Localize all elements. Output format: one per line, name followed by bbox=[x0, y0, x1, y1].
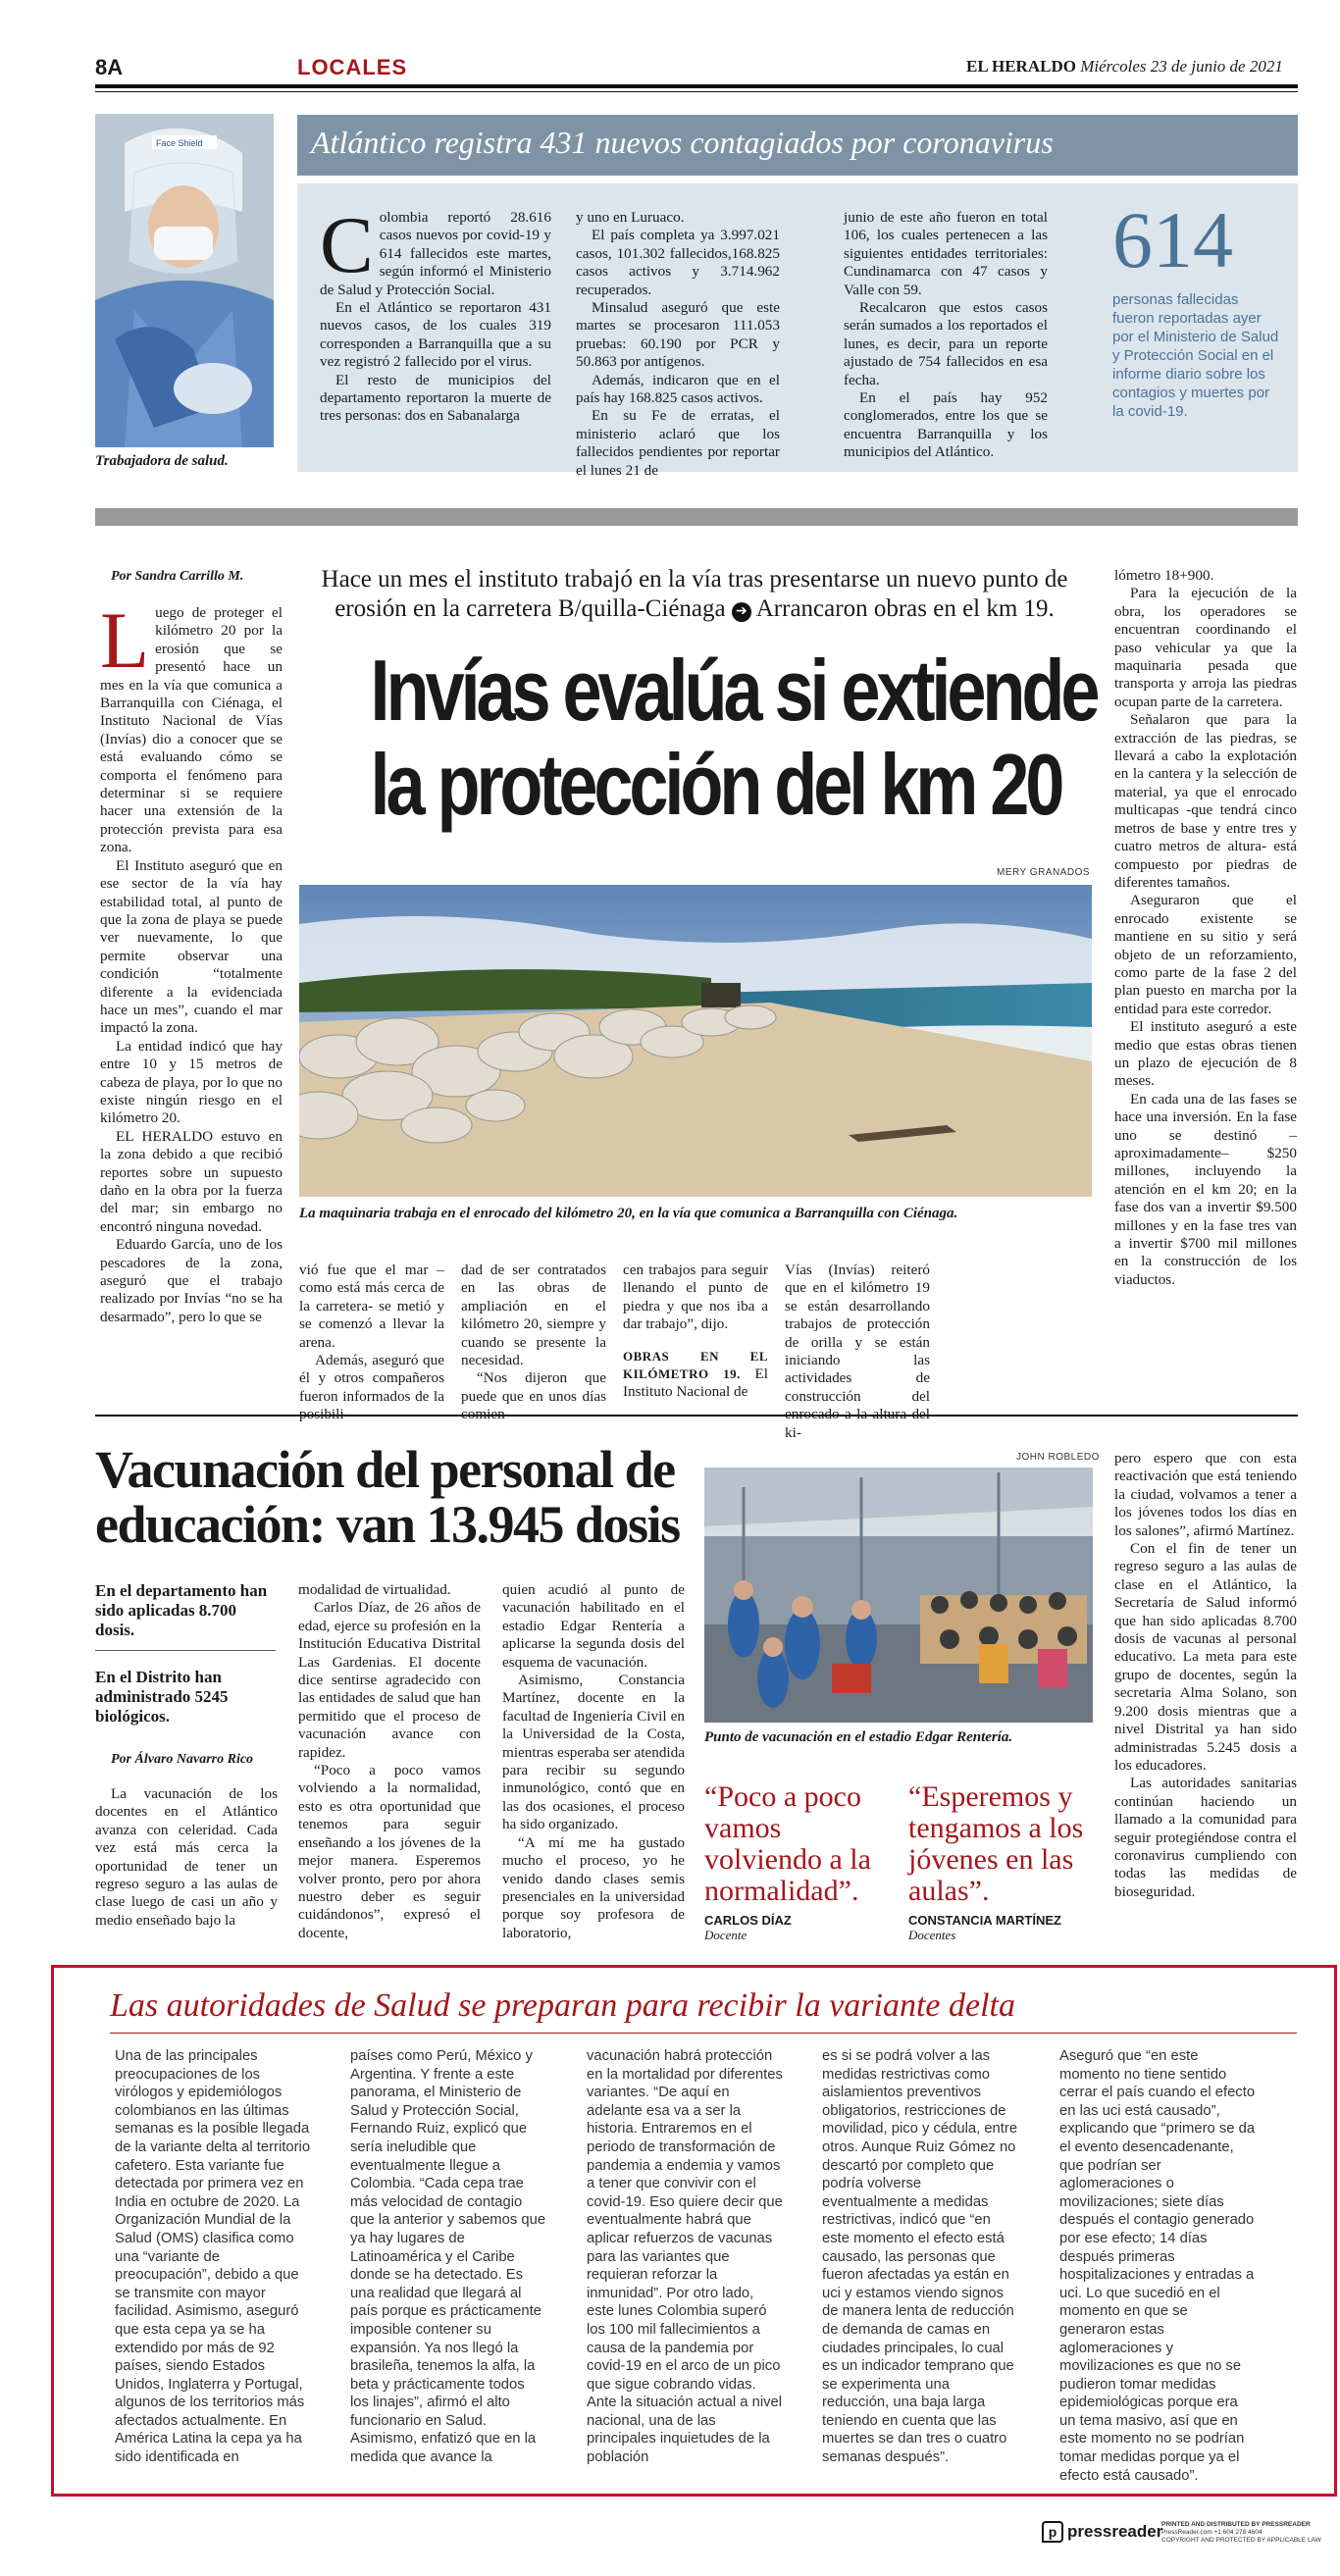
story4-col5-text: Aseguró que “en este momento no tiene sentido cerrar el país cuando el efecto en las uci está causado”, explicando que “primero se da el evento desencadenante, que podrían ser aglomeraciones o movilizaciones; siete días después el contagio generado por ese efecto; 14 días después primeras hospitalizaciones y entradas a uci. Lo que sucedió en el momento en que se generaron estas aglomeraciones y movilizaciones es que no se pudieron tomar medidas epidemiológicas porque era un tema masivo, así que en este momento no se podrían tomar medidas porque ya el efecto está causado”. bbox=[1059, 2048, 1256, 2484]
story1-col2-p2: El país completa ya 3.997.021 casos, 101.302 fallecidos,168.825 casos activos y 3.714.962 recuperados. bbox=[576, 227, 780, 298]
story2-photo-credit: MERY GRANADOS bbox=[997, 867, 1091, 878]
story2-bottom-col3-p1: cen trabajos para seguir llenando el punto de piedra y que nos iba a dar trabajo”, dijo. bbox=[623, 1262, 768, 1333]
story3-summary2: En el Distrito han administrado 5245 biológicos. bbox=[95, 1668, 229, 1726]
pressreader-notice-line2: PressReader.com +1 604 278 4604 bbox=[1161, 2529, 1263, 2536]
vaccination-site-photo bbox=[704, 1468, 1093, 1723]
story1-headline-banner bbox=[297, 115, 1298, 176]
story2-left-p4: EL HERALDO estuvo en la zona debido a que recibió reportes sobre un supuesto daño en la obra por la fuerza del mar; sin embargo no encontró ninguna novedad. bbox=[100, 1127, 283, 1235]
story2-left-p2: El Instituto aseguró que en ese sector de la vía hay estabilidad total, al punto de que la zona de playa se puede ver nuevamente, lo que permite observar una condición “totalmente diferente a la evidenciada hace un mes”, cuando el mar impactó la zona. bbox=[100, 856, 283, 1037]
page-number: 8A bbox=[95, 55, 124, 79]
header-rule-thin bbox=[95, 91, 1298, 92]
date-text: Miércoles 23 de junio de 2021 bbox=[1080, 57, 1283, 76]
story2-deck-line2a: erosión en la carretera B/quilla-Ciénaga bbox=[335, 595, 726, 622]
beach-rocks-photo bbox=[299, 885, 1092, 1197]
story3-summary-rule bbox=[95, 1650, 276, 1651]
story1-col2-p1: y uno en Luruaco. bbox=[576, 209, 685, 226]
story2-right-col bbox=[1114, 567, 1297, 1289]
quote1-text: “Poco a poco vamos volviendo a la normalidad”. bbox=[704, 1780, 871, 1907]
story3-photo-caption: Punto de vacunación en el estadio Edgar Rentería. bbox=[704, 1729, 1013, 1745]
story3-right-p3: Las autoridades sanitarias continúan haciendo un llamado a la comunidad para seguir protegiéndose contra el coronavirus cumpliendo con todas las medidas de bioseguridad. bbox=[1114, 1775, 1297, 1900]
story2-headline-line2: la protección del km 20 bbox=[370, 736, 1061, 833]
story2-bottom-col3-subhead bbox=[623, 1348, 768, 1402]
header-rule bbox=[95, 84, 1298, 88]
story2-bottom-col4-p1: Vías (Invías) reiteró que en el kilómetro 19 se están desarrollando trabajos de protección de orilla y se están iniciando las actividades de construcción del ki- bbox=[785, 1262, 930, 1441]
story4-col2 bbox=[350, 2047, 546, 2467]
story2-deck-line2b: Arrancaron obras en el km 19. bbox=[755, 595, 1055, 622]
story1-headline: Atlántico registra 431 nuevos contagiados por coronavirus bbox=[311, 125, 1054, 160]
story3-col1 bbox=[95, 1785, 278, 1930]
story4-headline-rule bbox=[110, 2033, 1297, 2034]
quote2-role: Docentes bbox=[908, 1928, 956, 1942]
story2-headline-line1: Invías evalúa si extiende bbox=[370, 642, 1097, 739]
story4-headline: Las autoridades de Salud se preparan para recibir la variante delta bbox=[110, 1987, 1015, 2024]
story4-col4-text: es si se podrá volver a las medidas restrictivas como aislamientos preventivos obligatorios, restricciones de movilidad, pico y cédula, entre otros. Aunque Ruiz Gómez no descartó por completo que podría volverse eventualmente a medidas restrictivas, indicó que “en este momento el efecto está causado, las personas que fueron afectadas ya están en uci y estamos viendo signos de manera lenta de reducción de demanda de camas en ciudades principales, lo cual es un indicador temprano que se experimenta una reducción, una baja larga teniendo en cuenta que las muertes se dan tres o cuatro semanas después”. bbox=[822, 2048, 1018, 2466]
story2-right-p1: lómetro 18+900. bbox=[1114, 567, 1214, 584]
story2-right-p2: Para la ejecución de la obra, los operadores se encuentran coordinando el paso vehicular ya que la maquinaria pesada que transporta y arroja las piedras ocupan parte de la carretera. bbox=[1114, 585, 1297, 710]
story2-deck bbox=[299, 565, 1090, 624]
story2-right-p6: En cada una de las fases se hace una inversión. En la fase uno se destinó –aproximadamente– $250 millones, incluyendo la atención en el km 20; en la fase dos van a invertir $9.500 millones y en la fase tres van a invertir $700 mil millones en la construcción de los viaductos. bbox=[1114, 1090, 1297, 1288]
story2-bottom-col1-p1: vió fue que el mar –como está más cerca de la carretera- se metió y se comenzó a llevar la arena. bbox=[299, 1262, 444, 1351]
story2-left-p1: uego de proteger el kilómetro 20 por la erosión que se presentó hace un mes en la vía que comunica a Barranquilla con Ciénaga, el Instituto Nacional de Vías (Invías) dio a conocer que se está evaluando cómo se comporta el fenómeno para determinar si se requiere hacer una extensión de la protección prevista para esa zona. bbox=[100, 604, 283, 856]
story3-headline bbox=[95, 1442, 684, 1552]
story1-col2-p4: Además, indicaron que en el país hay 168.825 casos activos. bbox=[576, 371, 780, 407]
story2-dropcap: L bbox=[100, 595, 150, 685]
story1-col2 bbox=[576, 209, 780, 480]
story3-col3-p1: quien acudió al punto de vacunación habilitado en el estadio Edgar Rentería a aplicarse la segunda dosis del esquema de vacunación. bbox=[502, 1581, 685, 1671]
pressreader-notice-line1: PRINTED AND DISTRIBUTED BY PRESSREADER bbox=[1161, 2521, 1311, 2528]
story3-col3-p3: “A mí me ha gustado mucho el proceso, yo he venido dando clases semis presenciales en la universidad porque soy profesora de laboratorio, bbox=[502, 1833, 685, 1941]
story3-col3-p2: Asimismo, Constancia Martínez, docente en la facultad de Ingeniería Civil en la Universidad de la Costa, mientras esperaba ser atendida para recibir su segundo inmunológico, contó que en las dos ocasiones, el proceso ha sido organizado. bbox=[502, 1672, 685, 1833]
story2-bottom-col2-p1: dad de ser contratados en las obras de ampliación en el kilómetro 20, siempre y cuando se presente la necesidad. bbox=[461, 1262, 606, 1369]
photo-caption: Trabajadora de salud. bbox=[95, 453, 229, 469]
story1-col2-p3: Minsalud aseguró que este martes se procesaron 111.053 pruebas: 60.190 por PCR y 50.863 por antígenos. bbox=[576, 299, 780, 371]
story3-right-col bbox=[1114, 1450, 1297, 1901]
story2-right-p5: El instituto aseguró a este medio que estas obras tienen un plazo de ejecución de 8 meses. bbox=[1114, 1018, 1297, 1090]
pressreader-wordmark: pressreader bbox=[1067, 2522, 1163, 2541]
pressreader-notice-line3: COPYRIGHT AND PROTECTED BY APPLICABLE LAW bbox=[1161, 2537, 1321, 2544]
quote1-name: CARLOS DÍAZ bbox=[704, 1913, 792, 1928]
story3-col2-p2: Carlos Díaz, de 26 años de edad, ejerce su profesión en la Institución Educativa Distrital Las Gardenias. El docente dice sentirse agradecido con las entidades de salud que han permitido que el proceso de vacunación avance con rapidez. bbox=[298, 1599, 481, 1761]
story3-col2-p1: modalidad de virtualidad. bbox=[298, 1581, 451, 1598]
arrow-circle-icon: ➔ bbox=[732, 602, 751, 622]
quote2-box bbox=[908, 1781, 1095, 1943]
story1-dropcap: C bbox=[320, 200, 374, 289]
story2-subhead-tail: El Instituto Nacional de bbox=[623, 1365, 768, 1401]
stat-text: personas fallecidas fueron reportadas ayer por el Ministerio de Salud y Protección Social en el informe diario sobre los contagios y muertes por la covid-19. bbox=[1112, 291, 1279, 420]
section-label: LOCALES bbox=[297, 55, 408, 79]
story4-col4 bbox=[822, 2047, 1018, 2467]
quote2-name: CONSTANCIA MARTÍNEZ bbox=[908, 1913, 1061, 1928]
story3-right-p2: Con el fin de tener un regreso seguro a las aulas de clase en el Atlántico, la Secretaría de Salud informó que han sido aplicadas 8.700 dosis de vacunas al personal educativo. La meta para este grupo de docentes, según la secretaria Alma Solano, son 9.200 dosis mientras que a nivel Distrital ya han sido administradas 5.245 dosis a los educadores. bbox=[1114, 1540, 1297, 1774]
paper-name: EL HERALDO bbox=[966, 57, 1076, 76]
quote2-text: “Esperemos y tengamos a los jóvenes en las aulas”. bbox=[908, 1780, 1084, 1907]
story1-col3-p3: En el país hay 952 conglomerados, entre los que se encuentra Barranquilla y los municipios del Atlántico. bbox=[844, 389, 1048, 461]
story2-bottom-col2-p2: “Nos dijeron que puede que en unos días bbox=[461, 1369, 606, 1405]
story2-bottom-col1-p2: Además, aseguró que él y otros compañeros fueron informados de la bbox=[299, 1352, 444, 1405]
story4-col2-text: países como Perú, México y Argentina. Y frente a este panorama, el Ministerio de Salud y Protección Social, Fernando Ruiz, explicó que sería ineludible que eventualmente llegue a Colombia. “Cada cepa trae más velocidad de contagio que la anterior y sabemos que ya hay lugares de Latinoamérica y el Caribe donde se ha detectado. Es una realidad que llegará al país porque es prácticamente imposible contener su expansión. Ya nos llegó la brasileña, tenemos la alfa, la beta y prácticamente todos los linajes”, afirmó el alto funcionario en Salud. Asimismo, enfatizó que en la medida que avance la bbox=[350, 2048, 546, 2466]
quote1-role: Docente bbox=[704, 1928, 747, 1942]
story2-headline bbox=[370, 642, 1097, 833]
story2-bottom-col1 bbox=[299, 1262, 444, 1424]
story1-col2-p5: En su Fe de erratas, el ministerio aclaró que los fallecidos pendientes por reportar el lunes 21 de bbox=[576, 407, 780, 479]
health-worker-photo bbox=[95, 114, 274, 447]
story4-col3-text: vacunación habrá protección en la mortalidad por diferentes variantes. “De aquí en adelante esa va a ser la historia. Entraremos en el periodo de transformación de pandemia a endemia y vamos a tener que convivir con el covid-19. Eso quiere decir que eventualmente habrá que aplicar refuerzos de vacunas para las variantes que requieran reforzar la inmunidad”. Por otro lado, este lunes Colombia superó los 100 mil fallecimientos a causa de la pandemia por covid-19 en el arco de un pico que sigue cobrando vidas. Ante la situación actual a nivel nacional, una de las principales inquietudes de la población bbox=[587, 2048, 783, 2466]
story3-headline-line2: educación: van 13.945 dosis bbox=[95, 1495, 680, 1554]
story1-col1-p3: El resto de municipios del departamento reportaron la muerte de tres personas: dos en Sabanalarga bbox=[320, 371, 551, 425]
story2-byline: Por Sandra Carrillo M. bbox=[111, 569, 244, 584]
section-divider-bar bbox=[95, 508, 1298, 526]
pressreader-logo[interactable] bbox=[1042, 2521, 1162, 2543]
story1-col1-p2: En el Atlántico se reportaron 431 nuevos casos, de los cuales 319 corresponden a Barranquilla que a su vez registró 2 fallecido por el virus. bbox=[320, 299, 551, 371]
story4-col1 bbox=[115, 2047, 311, 2467]
story3-col2-p3: “Poco a poco vamos volviendo a la normalidad, esto es otra oportunidad que tenemos para seguir enseñando a los jóvenes de la mejor manera. Esperemos volver pronto, pero por ahora nuestro deber es seguir cuidándonos”, expresó el docente, bbox=[298, 1762, 481, 1941]
stat-number: 614 bbox=[1112, 195, 1233, 284]
story2-bottom-col3 bbox=[623, 1262, 768, 1402]
story1-col3-p2: Recalcaron que estos casos serán sumados a los reportados el lunes, es decir, para un reporte ajustado de 754 fallecidos en esa fecha. bbox=[844, 299, 1048, 388]
pressreader-notice bbox=[1161, 2521, 1321, 2545]
story2-bottom-rule bbox=[95, 1415, 1298, 1417]
story3-col1-p1: La vacunación de los docentes en el Atlántico avanza con celeridad. Cada vez está más cerca la oportunidad de tener un regreso seguro a las aulas de clase luego de casi un año y medio enseñado bajo la bbox=[95, 1785, 278, 1929]
story4-col1-text: Una de las principales preocupaciones de los virólogos y epidemiólogos colombianos en las últimas semanas es la posible llegada de la variante delta al territorio cafetero. Esta variante fue detectada por primera vez en India en octubre de 2020. La Organización Mundial de la Salud (OMS) clasifica como una “variante de preocupación”, debido a que se transmite con mayor facilidad. Asimismo, aseguró que esta cepa ya se ha extendido por más de 92 países, siendo Estados Unidos, Inglaterra y Portugal, algunos de los territorios más afectados actualmente. En América Latina la cepa ya ha sido identificada en bbox=[115, 2048, 311, 2466]
story2-deck-line1: Hace un mes el instituto trabajó en la vía tras presentarse un nuevo punto de bbox=[321, 566, 1068, 592]
quote1-box bbox=[704, 1781, 887, 1943]
story4-col3 bbox=[587, 2047, 783, 2467]
story1-col3-p1: junio de este año fueron en total 106, los cuales pertenecen a las siguientes entidades territoriales: Cundinamarca con 47 casos y Valle con 59. bbox=[844, 209, 1048, 298]
story1-col1-p1: olombia reportó 28.616 casos nuevos por covid-19 y 614 fallecidos este martes, según informó el Ministerio de Salud y Protección Social. bbox=[320, 209, 551, 298]
pressreader-icon: p bbox=[1042, 2521, 1063, 2543]
story3-byline: Por Álvaro Navarro Rico bbox=[111, 1752, 254, 1767]
story2-right-p4: Aseguraron que el enrocado existente se mantiene en su sitio y será objeto de un reforzamiento, como parte de la fase 2 del plan puesto en marcha por la entidad para este corredor. bbox=[1114, 892, 1297, 1017]
story3-photo-credit: JOHN ROBLEDO bbox=[1016, 1452, 1100, 1463]
story1-col1 bbox=[320, 200, 551, 426]
story2-deck-line2 bbox=[299, 594, 1090, 624]
story3-headline-line1: Vacunación del personal de bbox=[95, 1440, 675, 1499]
story3-summary1: En el departamento han sido aplicadas 8.700 dosis. bbox=[95, 1581, 268, 1639]
story2-left-p3: La entidad indicó que hay entre 10 y 15 metros de cabeza de playa, por lo que no existe ningún riesgo en el kilómetro 20. bbox=[100, 1037, 283, 1127]
story2-bottom-col2 bbox=[461, 1262, 606, 1424]
story2-left-p5: Eduardo García, uno de los pescadores de la zona, aseguró que el trabajo realizado por Invías “no se ha desarmado”, pero lo que se bbox=[100, 1236, 283, 1325]
story3-col2 bbox=[298, 1581, 481, 1942]
story1-col3 bbox=[844, 209, 1048, 462]
story3-col3 bbox=[502, 1581, 685, 1942]
story2-photo-caption: La maquinaria trabaja en el enrocado del kilómetro 20, en la vía que comunica a Barranquilla con Ciénaga. bbox=[299, 1206, 958, 1221]
story2-right-p3: Señalaron que para la extracción de las piedras, se llevará a cabo la explotación en la cantera y la selección de material, ya que el enrocado multicapas -que tendrá cinco metros de base y entre tres y cuatro metros de altura- está compuesto por piedras de diferentes tamaños. bbox=[1114, 711, 1297, 891]
story2-subhead: OBRAS EN EL KILÓMETRO 19. bbox=[623, 1348, 768, 1382]
story3-right-p1: pero espero que con esta reactivación que está teniendo la ciudad, volvamos a tener a los jóvenes todos los días en los salones”, afirmó Martínez. bbox=[1114, 1450, 1297, 1539]
story4-col5 bbox=[1059, 2047, 1256, 2485]
story2-left-col bbox=[100, 595, 283, 1326]
masthead-date bbox=[966, 57, 1283, 77]
photo-badge-text: Face Shield bbox=[156, 138, 203, 148]
